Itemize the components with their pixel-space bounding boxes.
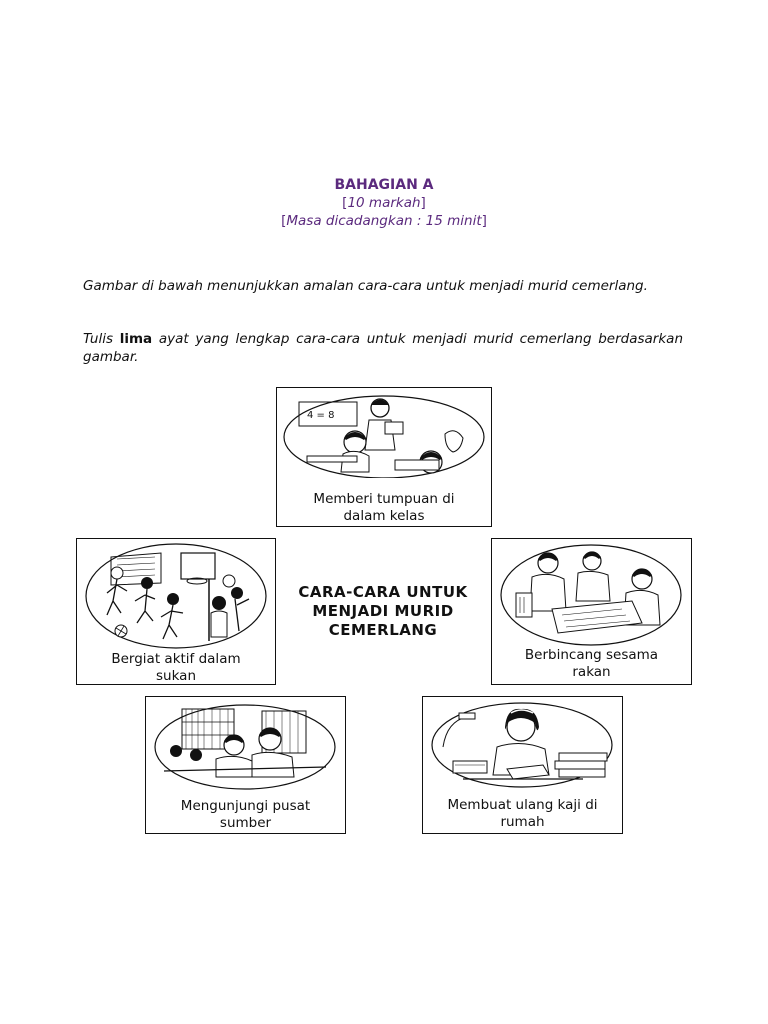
classroom-illustration <box>277 390 491 478</box>
section-title: BAHAGIAN A <box>334 177 434 193</box>
marks-label: [10 markah] <box>342 195 426 211</box>
sports-illustration <box>77 541 275 651</box>
discussion-illustration <box>492 541 691 649</box>
instruction-paragraph-2: Tulis lima ayat yang lengkap cara-cara untuk menjadi murid cemerlang berdasarkan gambar. <box>83 331 684 365</box>
caption-revision: Membuat ulang kaji di rumah <box>447 797 598 830</box>
instruction-paragraph-1: Gambar di bawah menunjukkan amalan cara-cara untuk menjadi murid cemerlang. <box>83 278 648 294</box>
card-library <box>145 696 346 834</box>
caption-discussion: Berbincang sesama rakan <box>524 647 659 680</box>
card-sports <box>76 538 276 685</box>
caption-library: Mengunjungi pusat sumber <box>180 798 311 831</box>
library-illustration <box>146 699 345 791</box>
card-revision <box>422 696 623 834</box>
card-class-focus <box>276 387 492 527</box>
caption-class-focus: Memberi tumpuan di dalam kelas <box>313 491 455 524</box>
revision-illustration <box>423 699 622 791</box>
center-title: CARA-CARA UNTUK MENJADI MURID CEMERLANG <box>298 583 468 639</box>
suggested-time-label: [Masa dicadangkan : 15 minit] <box>281 213 487 229</box>
board-text: 4 = 8 <box>307 410 335 421</box>
card-discussion <box>491 538 692 685</box>
caption-sports: Bergiat aktif dalam sukan <box>111 651 241 684</box>
